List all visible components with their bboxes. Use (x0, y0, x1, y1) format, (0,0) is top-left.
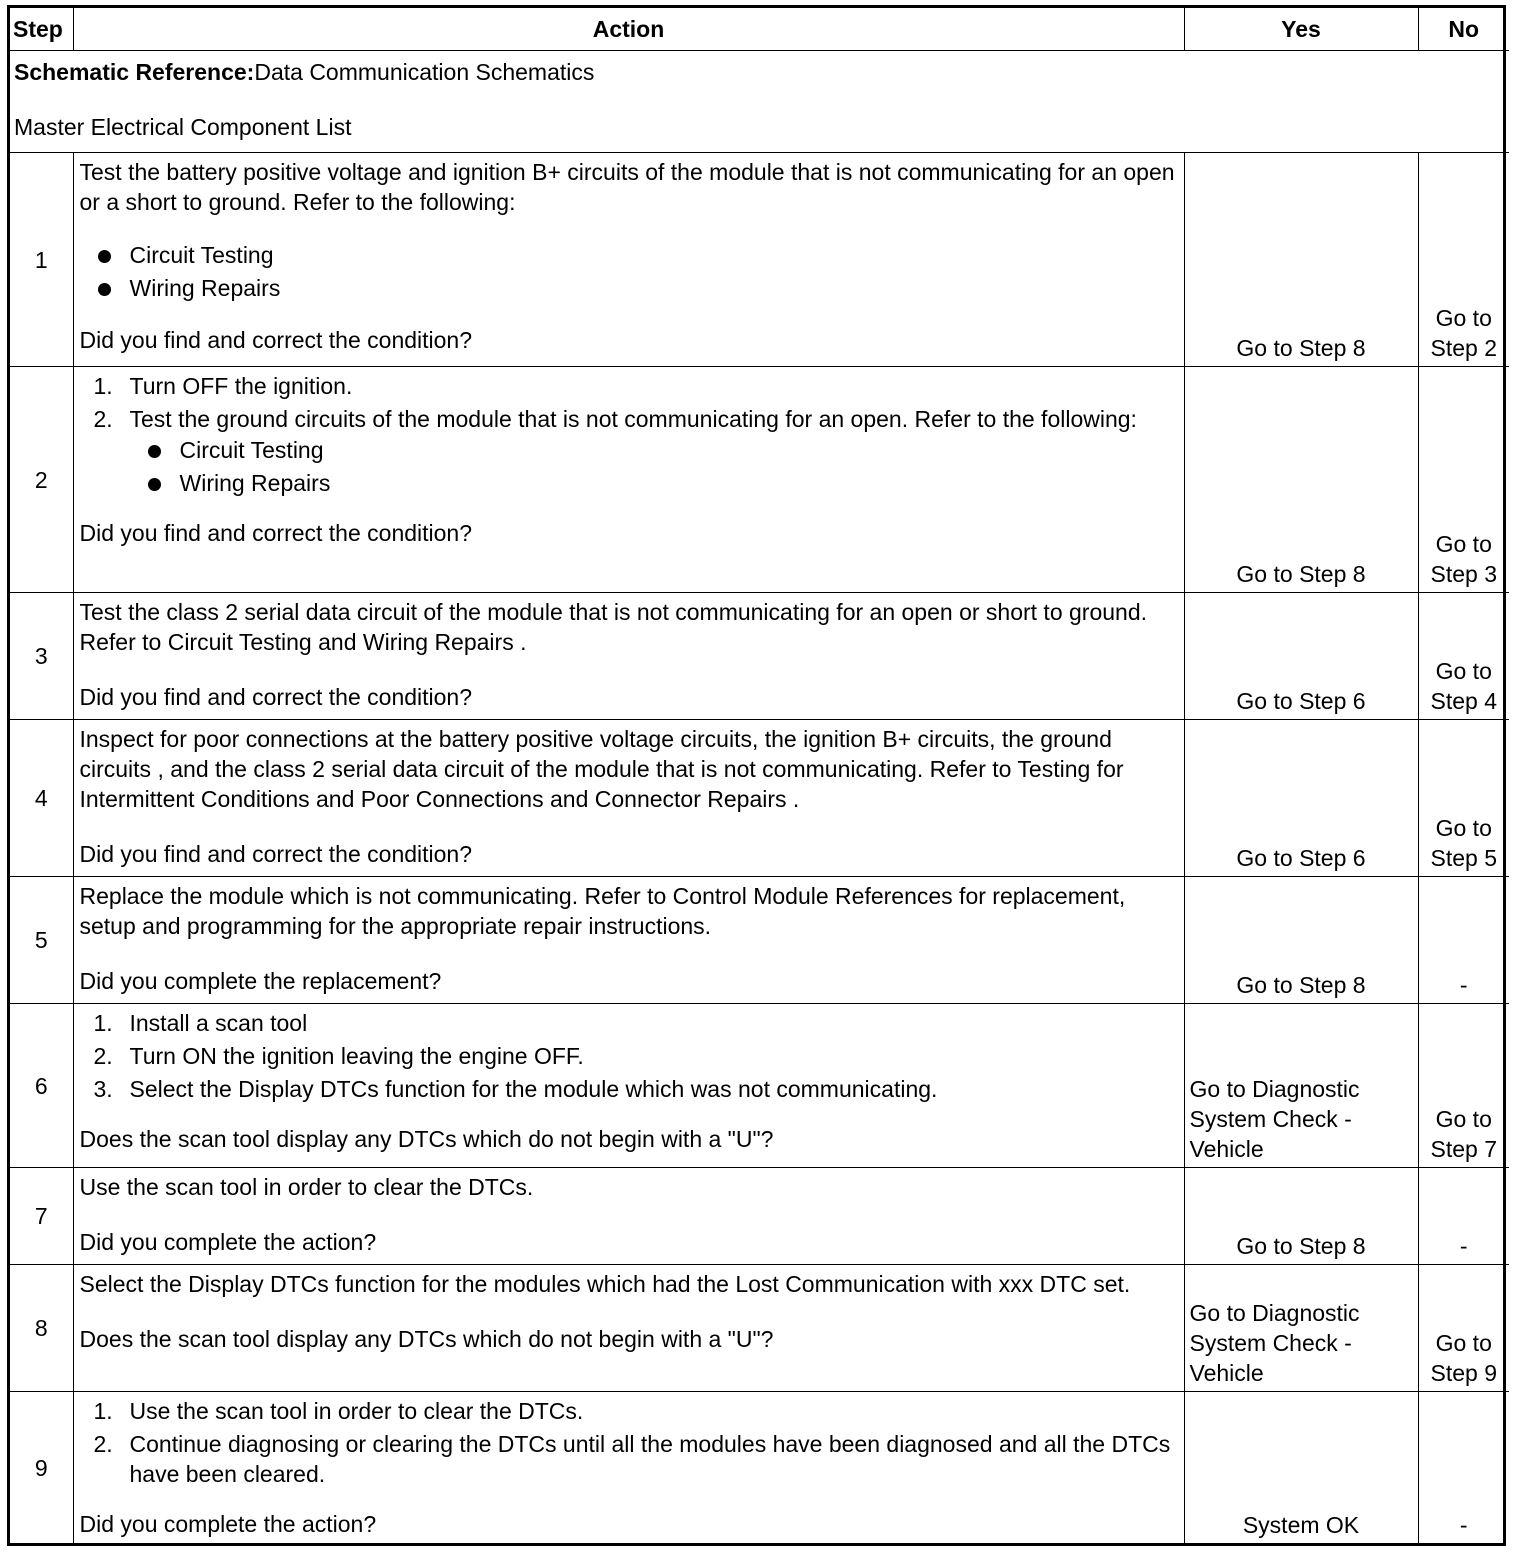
diagnostic-table (7, 5, 1506, 1546)
action-text: Replace the module which is not communicating. Refer to Control Module References for replacement, setup and programming for the appropriate repair instructions. (79, 883, 1126, 939)
yes-cell[interactable]: Go to Step 8 (1184, 153, 1418, 367)
action-cell (73, 153, 1184, 367)
yes-cell[interactable]: Go to Step 8 (1184, 367, 1418, 593)
link-circuit-testing[interactable]: Circuit Testing (130, 434, 1178, 467)
no-line: Go to (1435, 305, 1492, 331)
schematic-label: Schematic Reference: (14, 59, 255, 85)
no-cell[interactable] (1418, 367, 1509, 593)
yes-cell[interactable]: Go to Step 8 (1184, 1168, 1418, 1265)
table-row (10, 153, 1509, 367)
action-question: Does the scan tool display any DTCs which do not begin with a "U"? (79, 1126, 774, 1152)
header-action: Action (73, 8, 1184, 51)
yes-cell[interactable]: Go to Step 6 (1184, 593, 1418, 720)
numbered-list (80, 371, 1178, 500)
step-number: 2 (10, 367, 73, 593)
schematic-line (14, 57, 1505, 87)
no-cell: - (1418, 1168, 1509, 1265)
action-cell (73, 720, 1184, 877)
action-cell (73, 877, 1184, 1004)
action-question: Did you find and correct the condition? (79, 327, 473, 353)
action-text: Select the Display DTCs function for the modules which had the Lost Communication with xxx DTC set. (79, 1271, 1131, 1297)
item-text: Turn OFF the ignition. (129, 373, 353, 399)
link-wiring-repairs[interactable]: Wiring Repairs (80, 272, 1178, 305)
yes-line: System Check - (1189, 1106, 1352, 1132)
header-no: No (1418, 8, 1509, 51)
no-cell[interactable] (1418, 593, 1509, 720)
item-text: Use the scan tool in order to clear the DTCs. (129, 1398, 584, 1424)
link-circuit-testing[interactable]: Circuit Testing (80, 239, 1178, 272)
no-cell: - (1418, 1392, 1509, 1544)
no-line: Step 5 (1430, 845, 1497, 871)
schematic-link[interactable]: Data Communication Schematics (254, 59, 595, 85)
action-cell (73, 1392, 1184, 1544)
action-cell (73, 1004, 1184, 1168)
action-text: Test the battery positive voltage and ignition B+ circuits of the module that is not communicating for an open or a short to ground. Refer to the following: (79, 159, 1175, 215)
list-item (80, 1008, 1178, 1038)
no-line: Go to (1435, 815, 1492, 841)
schematic-cell (10, 51, 1509, 153)
table-row (10, 1004, 1509, 1168)
yes-line: Go to Diagnostic (1189, 1300, 1360, 1326)
yes-cell[interactable]: System OK (1184, 1392, 1418, 1544)
header-step: Step (10, 8, 73, 51)
yes-line: Go to Diagnostic (1189, 1076, 1360, 1102)
item-text: Select the Display DTCs function for the module which was not communicating. (129, 1076, 938, 1102)
item-number: 2. (93, 1043, 113, 1069)
step-number: 6 (10, 1004, 73, 1168)
no-line: Go to (1435, 1106, 1492, 1132)
action-question: Did you complete the replacement? (79, 968, 442, 994)
table-row (10, 1392, 1509, 1544)
action-cell (73, 1168, 1184, 1265)
table-row (10, 367, 1509, 593)
no-line: Go to (1435, 1330, 1492, 1356)
item-number: 1. (93, 1398, 113, 1424)
action-question: Did you complete the action? (79, 1511, 377, 1537)
bullet-list (130, 434, 1178, 500)
link-wiring-repairs[interactable]: Wiring Repairs (130, 467, 1178, 500)
list-item (80, 371, 1178, 401)
action-question: Does the scan tool display any DTCs which do not begin with a "U"? (79, 1326, 774, 1352)
spacer (14, 87, 1505, 112)
action-question: Did you find and correct the condition? (79, 684, 473, 710)
action-text: Inspect for poor connections at the battery positive voltage circuits, the ignition B+ circuits, the ground circuits , and the class 2 serial data circuit of the module that is not communicating. Refer to Testing for Intermittent Conditions and Poor Connections and Connector Repairs . (79, 726, 1124, 812)
item-text: Turn ON the ignition leaving the engine OFF. (129, 1043, 584, 1069)
item-number: 2. (93, 406, 113, 432)
yes-line: System Check - (1189, 1330, 1352, 1356)
table-row (10, 593, 1509, 720)
item-number: 3. (93, 1076, 113, 1102)
item-number: 1. (93, 1010, 113, 1036)
action-cell (73, 593, 1184, 720)
step-number: 1 (10, 153, 73, 367)
no-line: Go to (1435, 531, 1492, 557)
no-line: Step 4 (1430, 688, 1497, 714)
table-row (10, 877, 1509, 1004)
table-row (10, 1168, 1509, 1265)
no-line: Step 2 (1430, 335, 1497, 361)
step-number: 4 (10, 720, 73, 877)
no-line: Step 7 (1430, 1136, 1497, 1162)
table-row (10, 1265, 1509, 1392)
action-text: Test the class 2 serial data circuit of the module that is not communicating for an open or short to ground. Refer to Circuit Testing and Wiring Repairs . (79, 599, 1148, 655)
yes-cell[interactable] (1184, 1004, 1418, 1168)
action-cell (73, 367, 1184, 593)
step-number: 3 (10, 593, 73, 720)
header-yes: Yes (1184, 8, 1418, 51)
item-number: 1. (93, 373, 113, 399)
table-row (10, 720, 1509, 877)
no-cell[interactable] (1418, 1004, 1509, 1168)
yes-cell[interactable]: Go to Step 8 (1184, 877, 1418, 1004)
list-item (80, 404, 1178, 500)
list-item (80, 1429, 1178, 1489)
numbered-list (80, 1396, 1178, 1489)
yes-line: Vehicle (1189, 1360, 1264, 1386)
no-line: Go to (1435, 658, 1492, 684)
item-text: Continue diagnosing or clearing the DTCs until all the modules have been diagnosed and all the DTCs have been cleared. (129, 1431, 1171, 1487)
action-question: Did you find and correct the condition? (79, 841, 473, 867)
yes-cell[interactable] (1184, 1265, 1418, 1392)
yes-line: Vehicle (1189, 1136, 1264, 1162)
action-cell (73, 1265, 1184, 1392)
no-cell[interactable] (1418, 1265, 1509, 1392)
no-cell: - (1418, 877, 1509, 1004)
list-item (80, 1396, 1178, 1426)
step-number: 5 (10, 877, 73, 1004)
header-row (10, 8, 1509, 51)
list-item (80, 1074, 1178, 1104)
list-item (80, 1041, 1178, 1071)
step-table (10, 8, 1509, 1543)
step-number: 9 (10, 1392, 73, 1544)
action-question: Did you complete the action? (79, 1229, 377, 1255)
schematic-row (10, 51, 1509, 153)
yes-cell[interactable]: Go to Step 6 (1184, 720, 1418, 877)
no-cell[interactable] (1418, 720, 1509, 877)
component-list-link[interactable]: Master Electrical Component List (14, 114, 352, 140)
bullet-list (80, 239, 1178, 305)
step-number: 8 (10, 1265, 73, 1392)
step-number: 7 (10, 1168, 73, 1265)
action-question: Did you find and correct the condition? (79, 520, 473, 546)
item-text: Install a scan tool (129, 1010, 308, 1036)
no-line: Step 3 (1430, 561, 1497, 587)
item-text: Test the ground circuits of the module that is not communicating for an open. Refer to the following: (129, 406, 1137, 432)
item-number: 2. (93, 1431, 113, 1457)
action-text: Use the scan tool in order to clear the DTCs. (79, 1174, 534, 1200)
numbered-list (80, 1008, 1178, 1104)
no-line: Step 9 (1430, 1360, 1497, 1386)
no-cell[interactable] (1418, 153, 1509, 367)
